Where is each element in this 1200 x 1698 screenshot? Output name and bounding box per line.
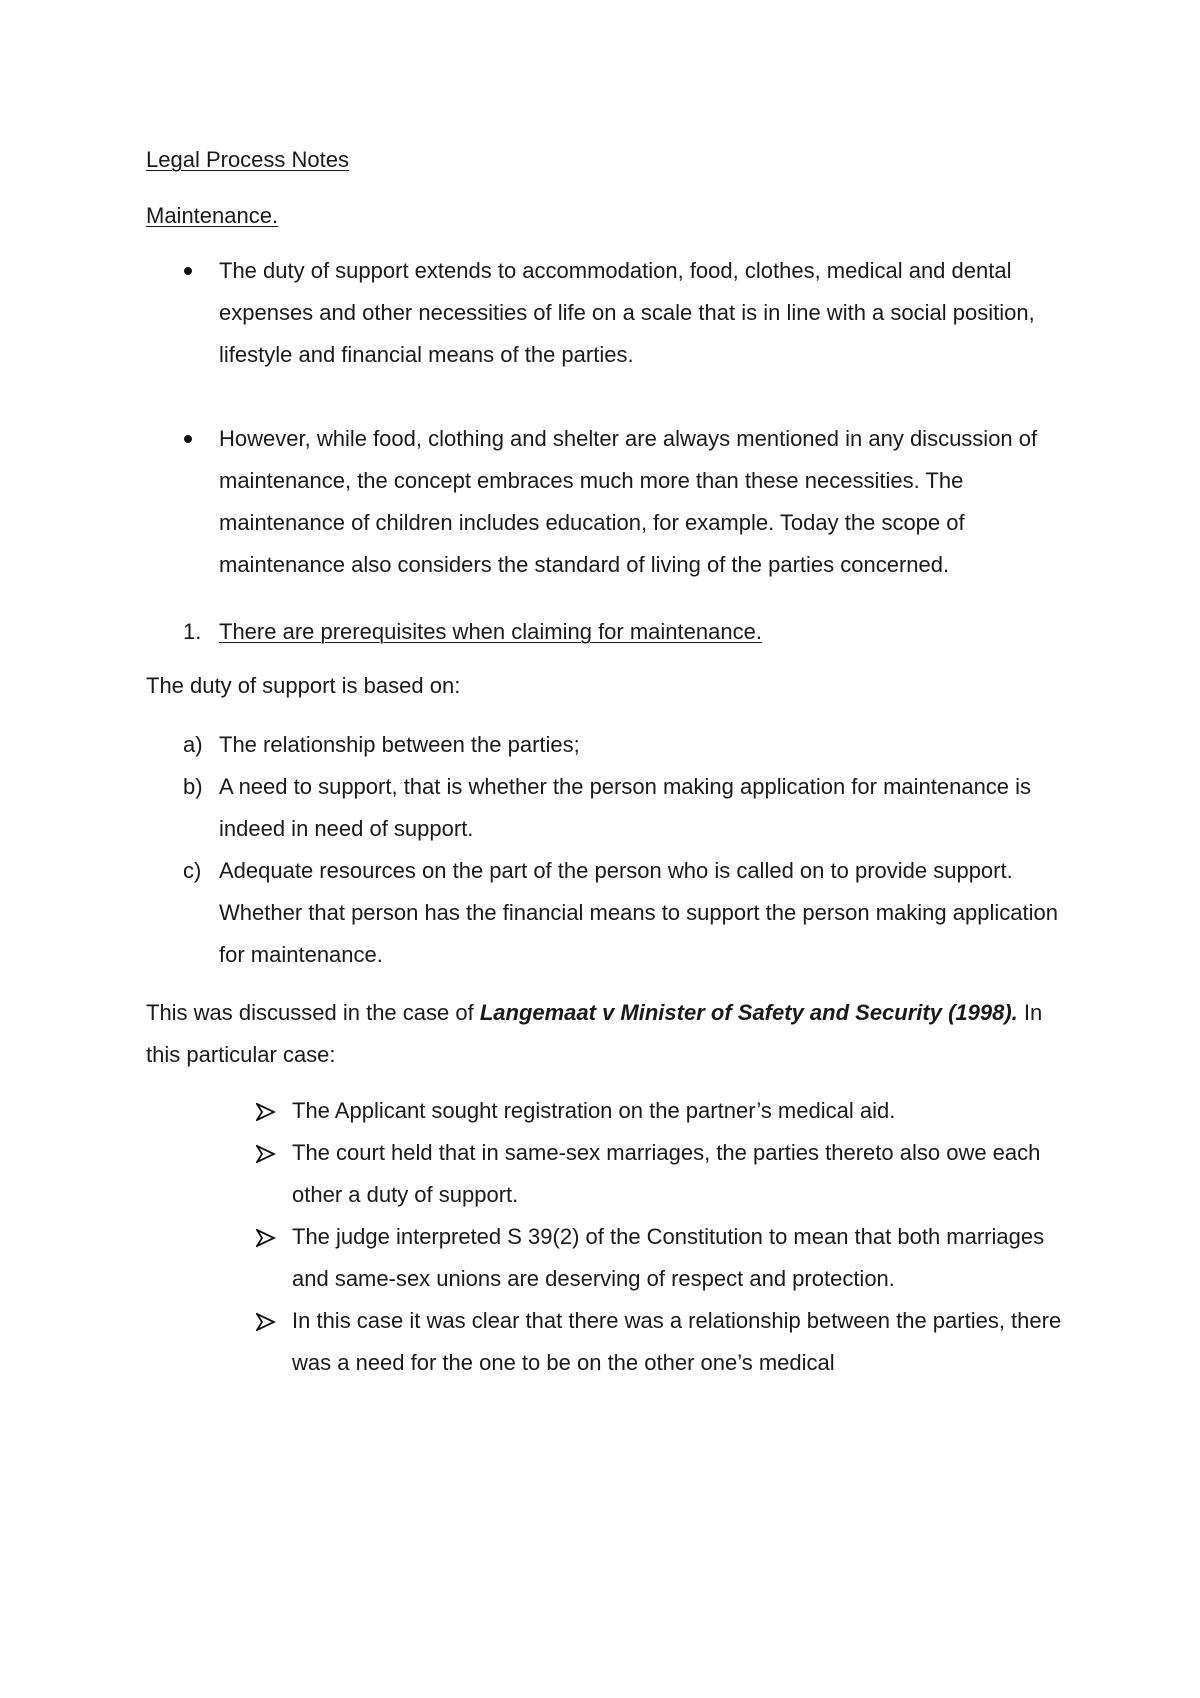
list-item: [146, 1300, 1076, 1384]
case-points-list: [146, 1090, 1076, 1384]
document-title: Legal Process Notes: [146, 147, 349, 172]
alpha-item-text: Adequate resources on the part of the person who is called on to provide support. Whether that person has the financial means to support the person making application for maintenance.: [219, 858, 1058, 967]
case-point-text: The judge interpreted S 39(2) of the Constitution to mean that both marriages and same-sex unions are deserving of respect and protection.: [292, 1224, 1045, 1291]
case-paragraph: [146, 992, 1076, 1076]
numbered-item-text: There are prerequisites when claiming for maintenance.: [219, 619, 762, 644]
list-item: [146, 850, 1076, 976]
case-outro-text: In this particular case:: [146, 1000, 1043, 1067]
numbered-item: [146, 612, 1076, 652]
duty-intro-paragraph: The duty of support is based on:: [146, 673, 461, 698]
list-item: [146, 1090, 1076, 1132]
list-item: [146, 1132, 1076, 1216]
alpha-list: [146, 724, 1076, 976]
case-point-text: The court held that in same-sex marriages, the parties thereto also owe each other a duty of support.: [292, 1140, 1041, 1207]
alpha-item-text: The relationship between the parties;: [219, 732, 580, 757]
list-item: [146, 250, 1076, 376]
bullet-text: However, while food, clothing and shelter are always mentioned in any discussion of maintenance, the concept embraces much more than these necessities. The maintenance of children includes education, for example. Today the scope of maintenance also considers the standard of living of the parties concerned.: [219, 426, 1038, 577]
case-intro-text: This was discussed in the case of: [146, 1000, 480, 1025]
section-title-maintenance: Maintenance.: [146, 203, 279, 228]
bullet-icon: [184, 267, 192, 275]
case-name: Langemaat v Minister of Safety and Security (1998).: [479, 1000, 1018, 1025]
bullet-list: [146, 250, 1076, 586]
list-item: [146, 766, 1076, 850]
list-item: [146, 724, 1076, 766]
alpha-marker: c): [183, 858, 202, 883]
list-item: [146, 418, 1076, 586]
list-item: [146, 1216, 1076, 1300]
bullet-text: The duty of support extends to accommodation, food, clothes, medical and dental expenses and other necessities of life on a scale that is in line with a social position, lifestyle and financial means of the parties.: [219, 258, 1035, 367]
alpha-item-text: A need to support, that is whether the person making application for maintenance is indeed in need of support.: [219, 774, 1032, 841]
arrowhead-bullet-icon: [256, 1313, 276, 1331]
alpha-marker: b): [183, 774, 203, 799]
case-point-text: In this case it was clear that there was a relationship between the parties, there was a need for the one to be on the other one’s medical: [292, 1308, 1062, 1375]
arrowhead-bullet-icon: [256, 1145, 276, 1163]
arrowhead-bullet-icon: [256, 1229, 276, 1247]
document-page: [146, 140, 1076, 1384]
alpha-marker: a): [183, 732, 203, 757]
case-point-text: The Applicant sought registration on the partner’s medical aid.: [292, 1098, 896, 1123]
arrowhead-bullet-icon: [256, 1103, 276, 1121]
bullet-icon: [184, 435, 192, 443]
item-number: 1.: [183, 619, 202, 644]
